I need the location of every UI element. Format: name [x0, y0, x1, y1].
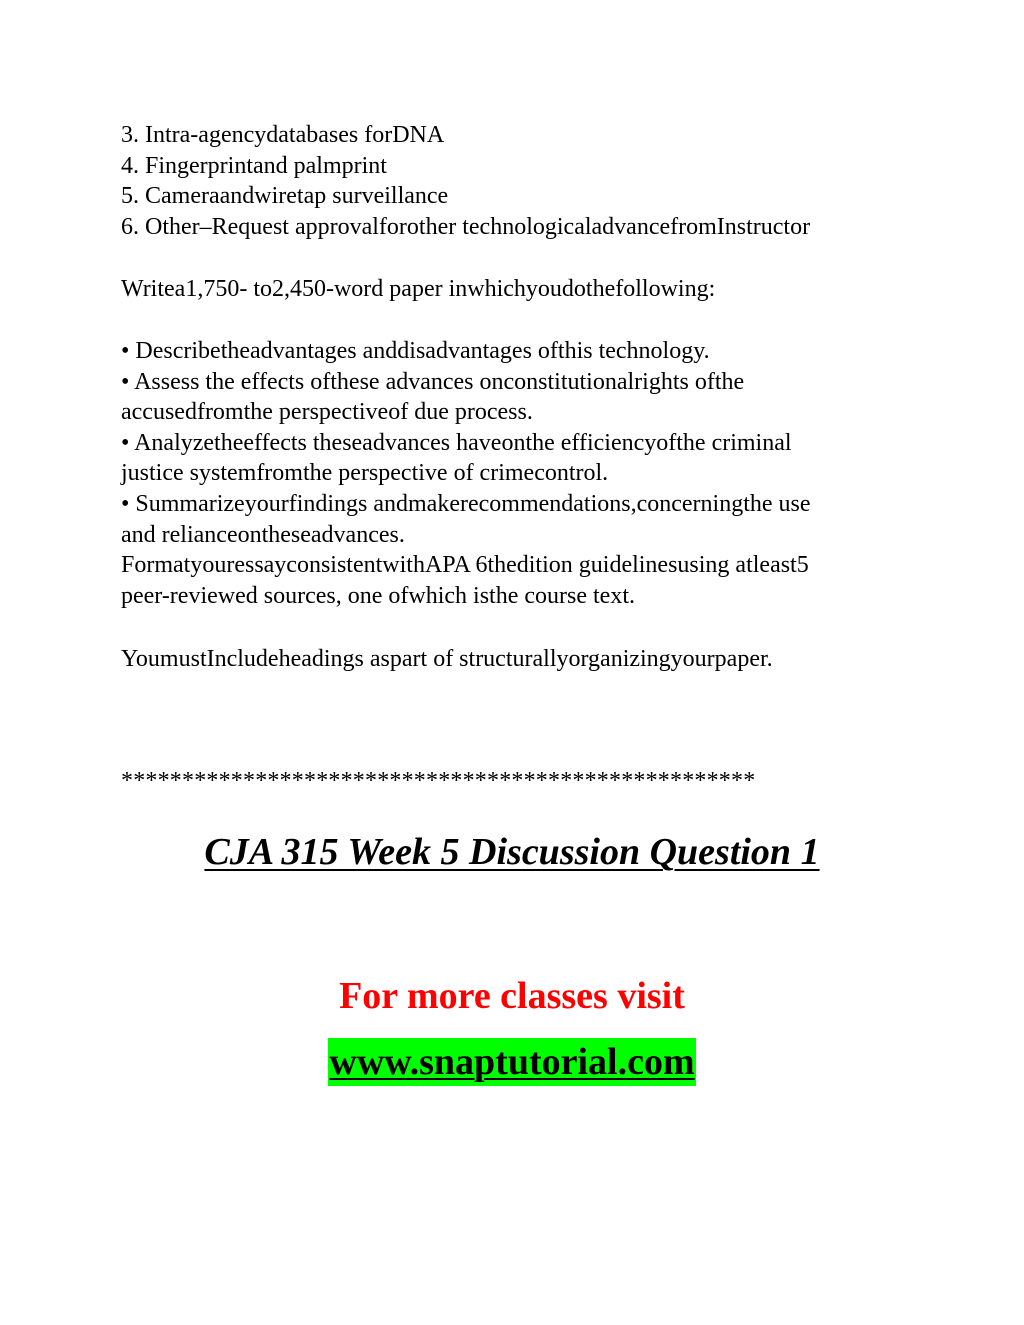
requirement-line: peer-reviewed sources, one ofwhich isthe course text. — [121, 582, 635, 609]
requirement-line: • Assess the effects ofthese advances onconstitutionalrights ofthe — [121, 368, 745, 395]
discussion-title — [0, 828, 1024, 876]
list-item: 4. Fingerprintand palmprint — [121, 152, 387, 179]
technology-options-list — [121, 120, 911, 242]
list-item: 5. Cameraandwiretap surveillance — [121, 183, 449, 210]
requirement-line: justice systemfromthe perspective of crimecontrol. — [121, 460, 609, 487]
headings-note — [121, 644, 911, 675]
separator — [121, 766, 911, 797]
list-item: 6. Other–Request approvalforother technologicaladvancefromInstructor — [121, 213, 811, 240]
requirement-line: • Analyzetheeffects theseadvances haveonthe efficiencyofthe criminal — [121, 429, 792, 456]
discussion-title-text: CJA 315 Week 5 Discussion Question 1 — [204, 831, 820, 873]
headings-note-text: YoumustIncludeheadings aspart of structurallyorganizingyourpaper. — [121, 646, 773, 672]
visit-heading-text: For more classes visit — [339, 975, 685, 1017]
write-instruction — [121, 274, 911, 305]
visit-heading — [0, 972, 1024, 1020]
site-link[interactable]: www.snaptutorial.com — [328, 1038, 695, 1086]
list-item: 3. Intra-agencydatabases forDNA — [121, 122, 445, 148]
requirement-line: and relianceontheseadvances. — [121, 521, 405, 548]
requirement-line: FormatyouressayconsistentwithAPA 6thedition guidelinesusing atleast5 — [121, 552, 809, 579]
write-instruction-text: Writea1,750- to2,450-word paper inwhichyoudothefollowing: — [121, 276, 716, 302]
requirement-line: accusedfromthe perspectiveof due process. — [121, 399, 533, 426]
requirement-line: • Describetheadvantages anddisadvantages ofthis technology. — [121, 338, 710, 364]
requirement-line: • Summarizeyourfindings andmakerecommendations,concerningthe use — [121, 490, 811, 517]
assignment-requirements — [121, 336, 911, 611]
site-link-container — [0, 1038, 1024, 1086]
separator-stars: **************************************************** — [121, 768, 756, 794]
